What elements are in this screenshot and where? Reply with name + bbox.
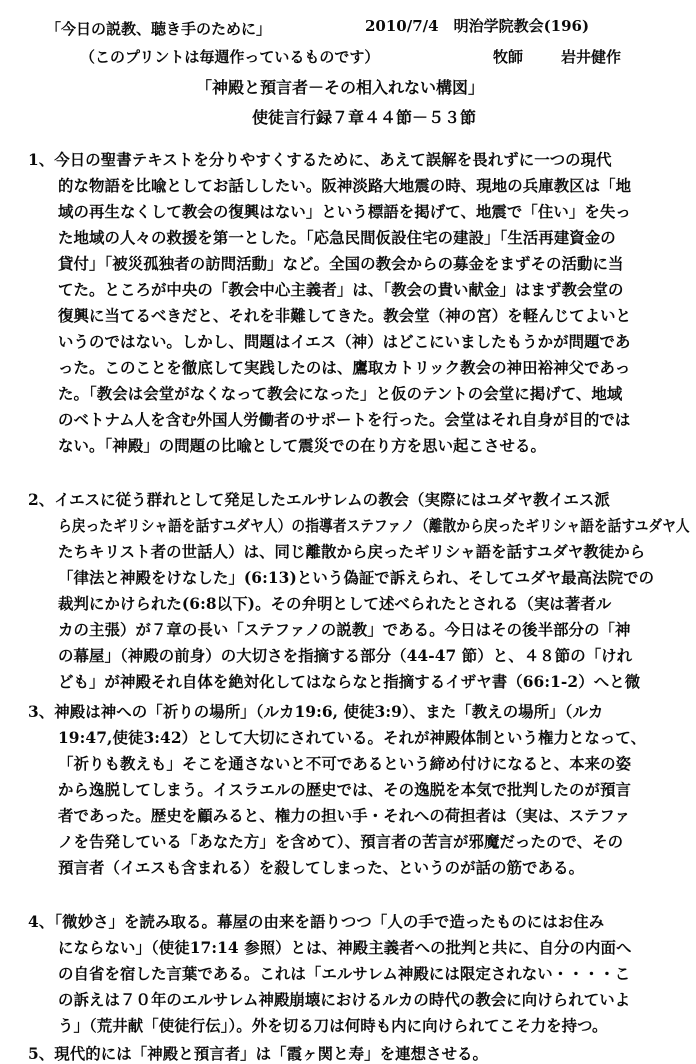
pastor-title: 牧師 bbox=[493, 48, 524, 66]
body-line: 4、「微妙さ」を読み取る。幕屋の由来を語りつつ「人の手で造ったものにはお住み bbox=[28, 913, 605, 931]
body-line: の自省を宿した言葉である。これは「エルサレム神殿には限定されない・・・・こ bbox=[58, 965, 631, 983]
body-line: 19:47,使徒3:42）として大切にされている。それが神殿体制という権力となって、 bbox=[58, 729, 647, 747]
date-church: 2010/7/4 明治学院教会(196) bbox=[365, 17, 590, 35]
body-line: 者であった。歴史を顧みると、権力の担い手・それへの荷担者は（実は、ステファ bbox=[58, 807, 631, 825]
body-line: 的な物語を比喩としてお話ししたい。阪神淡路大地震の時、現地の兵庫教区は「地 bbox=[58, 177, 632, 195]
body-line: ノを告発している「あなた方」を含めて）、預言者の苦言が邪魔だったので、その bbox=[58, 833, 624, 851]
body-line: いうのではない。しかし、問題はイエス（神）はどこにいましたもうかが問題であ bbox=[58, 333, 631, 351]
body-line: た地域の人々の救援を第一とした。「応急民間仮設住宅の建設」「生活再建資金の bbox=[58, 229, 616, 247]
body-line: たちキリスト者の世話人）は、同じ離散から戻ったギリシャ語を話すユダヤ教徒から bbox=[58, 543, 646, 561]
body-line: ども」が神殿それ自体を絶対化してはならなと指摘するイザヤ書（66:1-2）へと微 bbox=[58, 673, 641, 691]
weekly-print-note: （このプリントは毎週作っているものです） bbox=[80, 48, 380, 66]
body-line: 「祈りも教えも」そこを通さないと不可であるという締め付けになると、本来の姿 bbox=[58, 755, 632, 773]
body-line: ない。「神殿」の問題の比喩として震災での在り方を思い起こさせる。 bbox=[58, 437, 547, 455]
body-line: 2、イエスに従う群れとして発足したエルサレムの教会（実際にはユダヤ教イエス派 bbox=[28, 491, 610, 509]
body-line: ら戻ったギリシャ語を話すユダヤ人）の指導者ステファノ（離散から戻ったギリシャ語を話すユダヤ人 bbox=[58, 517, 690, 535]
body-line: た。「教会は会堂がなくなって教会になった」と仮のテントの会堂に掲げて、地域 bbox=[58, 385, 623, 403]
body-line: から逸脱してしまう。イスラエルの歴史では、その逸脱を本気で批判したのが預言 bbox=[58, 781, 631, 799]
body-line: 5、現代的には「神殿と預言者」は「霞ヶ関と寿」を連想させる。 bbox=[28, 1045, 489, 1063]
body-line: 域の再生なくして教会の復興はない」という標語を掲げて、地震で「住い」を失っ bbox=[58, 203, 631, 221]
body-line: の訴えは７０年のエルサレム神殿崩壊におけるルカの時代の教会に向けられていよ bbox=[58, 991, 631, 1009]
body-line: カの主張）が７章の長い「ステファノの説教」である。今日はその後半部分の「神 bbox=[58, 621, 631, 639]
body-line: 裁判にかけられた(6:8以下)。その弁明として述べられたとされる（実は著者ル bbox=[58, 595, 612, 613]
sermon-series-title: 「今日の説教、聴き手のために」 bbox=[46, 20, 272, 38]
body-line: った。このことを徹底して実践したのは、鷹取カトリック教会の神田裕神父であっ bbox=[58, 359, 631, 377]
body-line: う」（荒井献「使徒行伝」）。外を切る刀は何時も内に向けられてこそ力を持つ。 bbox=[58, 1017, 608, 1035]
body-line: 復興に当てるべきだと、それを非難してきた。教会堂（神の宮）を軽んじてよいと bbox=[58, 307, 632, 325]
body-line: 1、今日の聖書テキストを分りやすくするために、あえて誤解を畏れずに一つの現代 bbox=[28, 151, 612, 169]
pastor-name: 岩井健作 bbox=[561, 48, 622, 66]
body-line: 預言者（イエスも含まれる）を殺してしまった、というのが話の筋である。 bbox=[58, 859, 585, 877]
scripture-reference: 使徒言行録７章４４節－５３節 bbox=[252, 108, 477, 127]
body-line: てた。ところが中央の「教会中心主義者」は、「教会の貴い献金」はまず教会堂の bbox=[58, 281, 624, 299]
body-line: の幕屋」（神殿の前身）の大切さを指摘する部分（44-47 節）と、４８節の「けれ bbox=[58, 647, 633, 665]
sermon-title: 「神殿と預言者－その相入れない構図」 bbox=[196, 78, 485, 97]
body-line: 「律法と神殿をけなした」(6:13)という偽証で訴えられ、そしてユダヤ最高法院での bbox=[58, 569, 655, 587]
body-line: 貸付」「被災孤独者の訪問活動」など。全国の教会からの募金をまずその活動に当 bbox=[58, 255, 624, 273]
body-line: のベトナム人を含む外国人労働者のサポートを行った。会堂はそれ自身が目的では bbox=[58, 411, 631, 429]
body-line: 3、神殿は神への「祈りの場所」（ルカ19:6, 使徒3:9）、また「教えの場所」（ルカ bbox=[28, 703, 604, 721]
body-line: にならない」（使徒17:14 参照）とは、神殿主義者への批判と共に、自分の内面へ bbox=[58, 939, 632, 957]
